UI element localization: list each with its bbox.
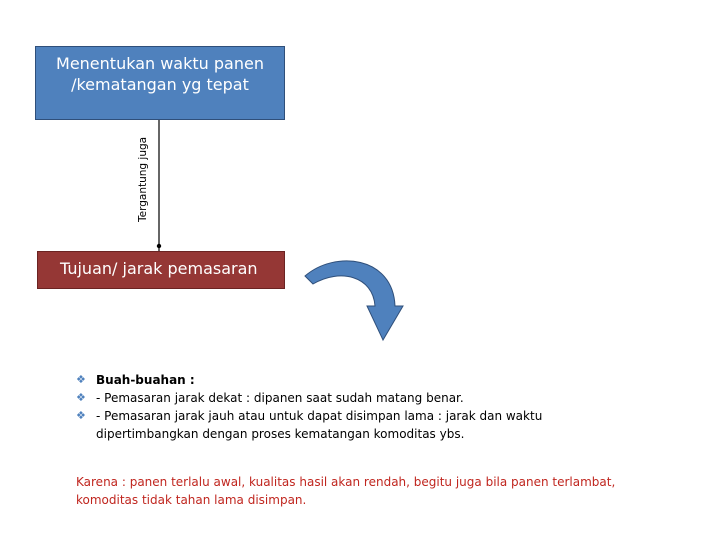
mid-box-label: Tujuan/ jarak pemasaran: [60, 259, 258, 278]
bullet-text: - Pemasaran jarak dekat : dipanen saat sudah matang benar.: [96, 391, 464, 405]
bullet-text: - Pemasaran jarak jauh atau untuk dapat disimpan lama : jarak dan waktu dipertimbangkan dengan proses kematangan komoditas ybs.: [96, 409, 543, 441]
top-box-line2: /kematangan yg tepat: [71, 75, 249, 94]
note-text: Karena : panen terlalu awal, kualitas hasil akan rendah, begitu juga bila panen terlambat, komoditas tidak tahan lama disimpan.: [76, 475, 616, 507]
bullet-text: Buah-buahan :: [96, 373, 195, 387]
connector-end-dot: [157, 244, 161, 248]
mid-box: [37, 251, 285, 289]
list-item: [74, 371, 594, 389]
bullet-icon: ❖: [76, 409, 86, 422]
bullet-icon: ❖: [76, 373, 86, 386]
curved-arrow-icon: [295, 248, 415, 348]
list-item: [74, 389, 594, 407]
list-item: [74, 407, 594, 443]
top-box-line1: Menentukan waktu panen: [56, 54, 264, 73]
bullet-list: [74, 371, 594, 443]
bullet-icon: ❖: [76, 391, 86, 404]
connector-label: Tergantung juga: [137, 136, 149, 222]
